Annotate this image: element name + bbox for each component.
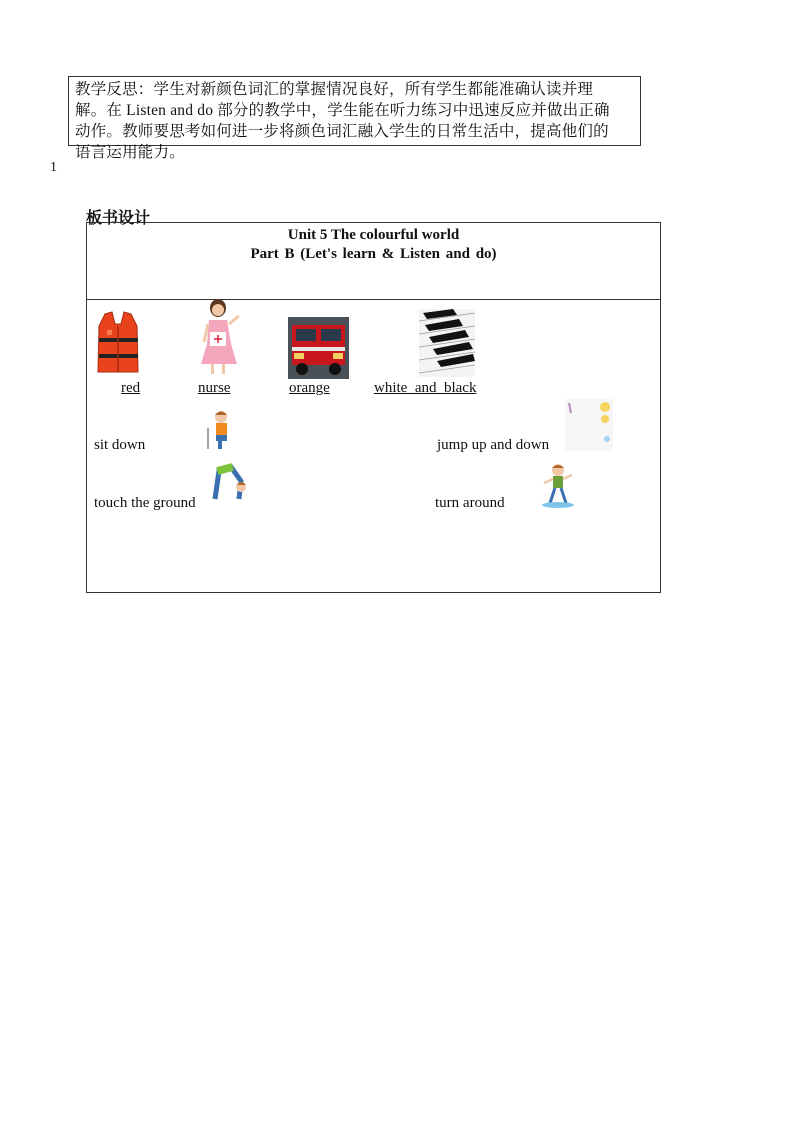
part-subtitle: Part B (Let's learn & Listen and do)	[250, 246, 497, 262]
blackboard-design-table	[86, 222, 661, 593]
reflection-line: 解。在 Listen and do 部分的教学中，学生能在听力练习中迅速反应并做出正确	[75, 102, 610, 119]
word-nurse: nurse	[198, 380, 231, 396]
turn-around-figure-image	[540, 463, 576, 509]
board-design-heading: 板书设计	[86, 208, 151, 227]
reflection-line: 语言运用能力。	[75, 144, 185, 161]
touch-the-ground-figure-image	[209, 461, 249, 501]
action-jump-up-and-down: jump up and down	[437, 437, 550, 453]
page-number: 1	[50, 160, 57, 175]
reflection-line: 教学反思：学生对新颜色词汇的掌握情况良好，所有学生都能准确认读并理	[75, 81, 594, 98]
nurse-image	[195, 298, 245, 376]
board-header	[87, 226, 660, 300]
word-red: red	[121, 380, 141, 396]
action-touch-the-ground: touch the ground	[94, 495, 196, 511]
reflection-line: 动作。教师要思考如何进一步将颜色词汇融入学生的日常生活中，提高他们的	[75, 123, 609, 140]
teaching-reflection-box	[68, 76, 641, 161]
action-turn-around: turn around	[435, 495, 505, 511]
piano-keys-image	[419, 309, 475, 377]
life-jacket-image	[95, 310, 141, 376]
fire-truck-image	[288, 317, 349, 379]
word-orange: orange	[289, 380, 330, 396]
action-sit-down: sit down	[94, 437, 146, 453]
word-white-and-black: white and black	[374, 380, 477, 396]
sit-down-figure-image	[206, 410, 232, 450]
jump-up-and-down-figure-image	[565, 399, 613, 451]
unit-title: Unit 5 The colourful world	[287, 227, 460, 243]
